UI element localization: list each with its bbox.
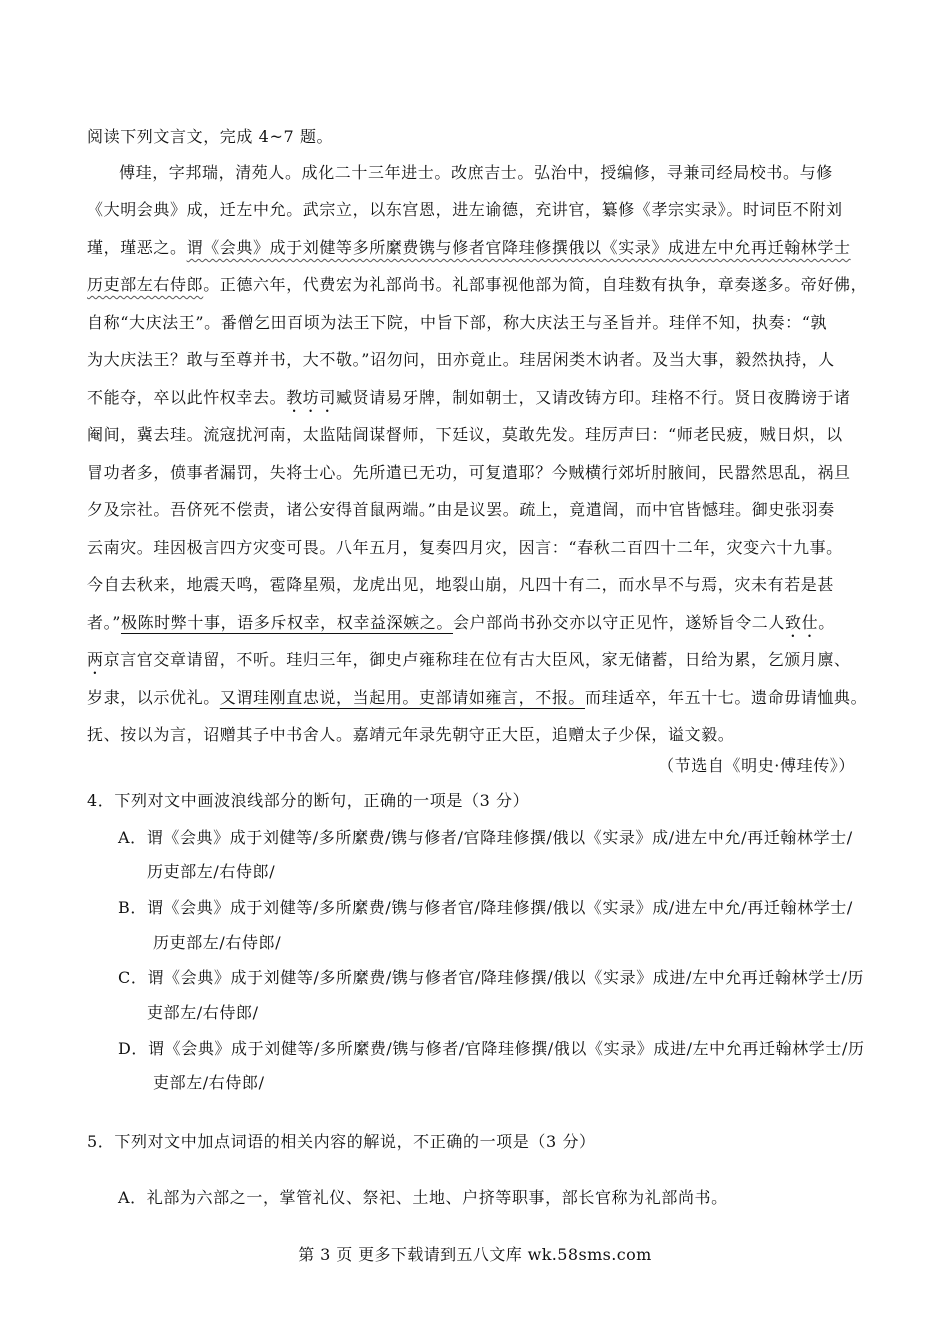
passage-line	[87, 650, 867, 678]
plain-text: 。正德六年，代费宏为礼部尚书。礼部事视他部为简，自珪数有执争，章奏遂多。帝好佛，	[203, 275, 868, 294]
passage-line: 《大明会典》成，迁左中允。武宗立，以东宫恩，进左谕德，充讲官，纂修《孝宗实录》。时词臣不附刘	[87, 200, 843, 219]
page-footer: 第 3 页 更多下载请到五八文库 wk.58sms.com	[298, 1245, 652, 1264]
plain-text: 岁隶，以示优礼。	[87, 688, 220, 707]
dotted-term: 致仕	[785, 613, 819, 632]
plain-text: 臧贤请易牙牌，制如朝士，又请改铸方印。珪格不行。贤日夜腾谤于诸	[336, 388, 851, 407]
passage-line	[87, 238, 867, 258]
underlined-sentence: 极陈时弊十事，语多斥权幸，权幸益深嫉之。	[120, 613, 453, 632]
wavy-underlined-text: 历吏部左右侍郎	[87, 275, 204, 294]
passage-line: 自称“大庆法王”。番僧乞田百顷为法王下院，中旨下部，称大庆法王与圣旨并。珪佯不知，执奏：“孰	[87, 313, 828, 332]
passage-line	[87, 388, 867, 416]
plain-text: 瑾，瑾恶之。	[87, 238, 187, 257]
passage-line: 云南灾。珪因极言四方灾变可畏。八年五月，复奏四月灾，因言：“春秋二百四十二年，灾变六十九事。	[87, 538, 843, 557]
passage-line: 抚、按以为言，诏赠其子中书舍人。嘉靖元年录先朝守正大臣，追赠太子少保，谥文毅。	[87, 725, 735, 744]
option-b: B．谓《会典》成于刘健等/多所縻费/镌与修者官/降珪修撰/俄以《实录》成/进左中允/再迁翰林学士/	[118, 898, 853, 917]
plain-text: 。	[818, 613, 835, 632]
passage-line: 冒功者多，偾事者漏罚，失将士心。先所遣已无功，可复遣耶？今贼横行郊圻肘腋间，民嚣然思乱，祸旦	[87, 463, 851, 482]
passage-line	[87, 688, 867, 708]
plain-text: 会户部尚书孙交亦以守正见忤，遂矫旨令二人	[453, 613, 786, 632]
option-a-continued: 历吏部左/右侍郎/	[147, 862, 276, 881]
passage-line: 阉间，冀去珪。流寇扰河南，太监陆訚谋督师，下廷议，莫敢先发。珪厉声曰：“师老民疲，贼日炽，以	[87, 425, 843, 444]
passage-line	[87, 613, 867, 641]
passage-source: （节选自《明史·傅珪传》）	[658, 756, 855, 775]
question-4-stem: 4．下列对文中画波浪线部分的断句，正确的一项是（3 分）	[87, 791, 530, 810]
plain-text: 者。”	[87, 613, 121, 632]
option-c: C．谓《会典》成于刘健等/多所縻费/镌与修者官/降珪修撰/俄以《实录》成进/左中允再迁翰林学士/历	[118, 968, 864, 987]
dotted-term: 两	[87, 650, 104, 669]
plain-text: 京言官交章请留，不听。珪归三年，御史卢雍称珪在位有古大臣风，家无储蓄，日给为累，乞颁月廪、	[103, 650, 851, 669]
dotted-term: 教坊司	[286, 388, 337, 407]
question-5-stem: 5．下列对文中加点词语的相关内容的解说，不正确的一项是（3 分）	[87, 1132, 596, 1151]
option-a: A．礼部为六部之一，掌管礼仪、祭祀、土地、户挤等职事，部长官称为礼部尚书。	[118, 1188, 728, 1207]
plain-text: 而珪适卒，年五十七。遗命毋请恤典。	[585, 688, 868, 707]
passage-line	[87, 275, 867, 295]
option-d: D．谓《会典》成于刘健等/多所縻费/镌与修者/官降珪修撰/俄以《实录》成进/左中允再迁翰林学士/历	[118, 1039, 865, 1058]
passage-line: 傅珪，字邦瑞，清苑人。成化二十三年进士。改庶吉士。弘治中，授编修，寻兼司经局校书。与修	[119, 163, 833, 182]
passage-line: 夕及宗社。吾侪死不偿责，诸公安得首鼠两端。”由是议罢。疏上，竟遣訚，而中官皆憾珪。御史张羽奏	[87, 500, 835, 519]
underlined-sentence: 又谓珪刚直忠说，当起用。吏部请如雍言，不报。	[219, 688, 586, 707]
option-a: A．谓《会典》成于刘健等/多所縻费/镌与修者/官降珪修撰/俄以《实录》成/进左中允/再迁翰林学士/	[118, 828, 853, 847]
option-b-continued: 历吏部左/右侍郎/	[153, 933, 282, 952]
passage-line: 为大庆法王？敢与至尊并书，大不敬。”诏勿问，田亦竟止。珪居闲类木讷者。及当大事，毅然执持，人	[87, 350, 835, 369]
wavy-underlined-text: 谓《会典》成于刘健等多所縻费镌与修者官降珪修撰俄以《实录》成进左中允再迁翰林学士	[186, 238, 851, 257]
plain-text: 不能夺，卒以此忤权幸去。	[87, 388, 287, 407]
option-c-continued: 吏部左/右侍郎/	[147, 1003, 259, 1022]
passage-line: 今自去秋来，地震天鸣，雹降星殒，龙虎出见，地裂山崩，凡四十有二，而水旱不与焉，灾未有若是甚	[87, 575, 835, 594]
option-d-continued: 吏部左/右侍郎/	[153, 1073, 265, 1092]
reading-instruction: 阅读下列文言文，完成 4~7 题。	[87, 127, 334, 146]
